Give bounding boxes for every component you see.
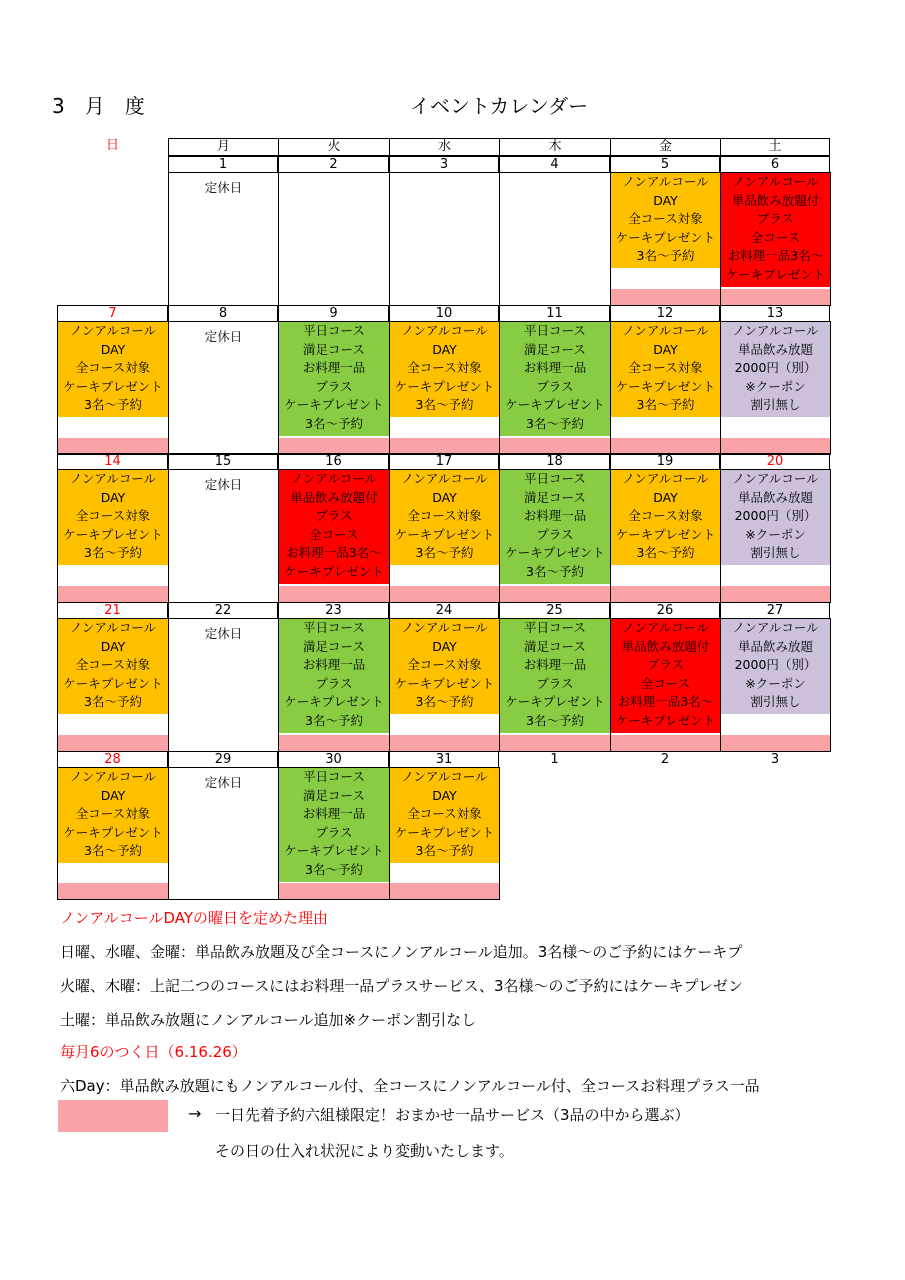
- event-line: ケーキプレゼント: [394, 675, 495, 691]
- day-number: 1: [168, 156, 278, 172]
- event-line: 単品飲み放題付: [731, 192, 820, 208]
- event-text: [279, 470, 389, 582]
- event-line: 3名～予約: [305, 415, 363, 431]
- pink-limited-bar: [390, 735, 499, 751]
- event-line: ノンアルコール: [290, 471, 378, 486]
- day-cell: [168, 469, 279, 603]
- day-cell: [389, 321, 500, 455]
- event-line: ノンアルコール: [732, 174, 819, 189]
- event-line: 定休日: [204, 329, 243, 344]
- event-line: ケーキプレゼント: [284, 843, 384, 859]
- event-line: 全コース対象: [75, 508, 151, 524]
- day-number: 28: [57, 751, 168, 767]
- day-cell: [57, 321, 169, 455]
- day-number: 29: [168, 751, 278, 767]
- event-line: ケーキプレゼント: [63, 378, 163, 394]
- title-month: 3 月 度: [52, 94, 145, 118]
- event-text: [611, 322, 720, 415]
- weekday-header: 土: [720, 138, 830, 156]
- event-line: DAY: [653, 192, 678, 208]
- event-line: 3名～予約: [526, 415, 584, 431]
- weekday-header: 木: [499, 138, 610, 156]
- event-line: ノンアルコール: [401, 323, 488, 338]
- pink-limited-bar: [721, 289, 830, 305]
- day-number: 20: [720, 453, 830, 469]
- event-line: 割引無し: [750, 545, 801, 561]
- event-line: DAY: [432, 638, 457, 654]
- event-line: DAY: [100, 787, 126, 803]
- event-line: ノンアルコール: [732, 620, 819, 635]
- event-text: [58, 322, 168, 415]
- day-number: 15: [168, 453, 278, 469]
- event-line: DAY: [653, 341, 678, 357]
- event-line: ケーキプレゼント: [394, 378, 495, 394]
- event-line: 平日コース: [303, 323, 365, 338]
- pink-limited-bar: [721, 438, 830, 454]
- event-line: ケーキプレゼント: [284, 563, 384, 579]
- day-number: 17: [389, 453, 499, 469]
- event-line: 3名～予約: [415, 843, 474, 859]
- day-number: 8: [168, 305, 278, 321]
- day-cell: [610, 469, 721, 603]
- event-line: 割引無し: [750, 694, 801, 710]
- event-line: 単品飲み放題: [737, 341, 813, 357]
- day-cell: [168, 618, 279, 752]
- pink-limited-bar: [611, 735, 720, 751]
- event-line: ノンアルコール: [401, 620, 488, 635]
- day-cell: [389, 618, 500, 752]
- day-cell: [389, 469, 500, 603]
- day-cell: [389, 767, 500, 900]
- event-text: [721, 322, 830, 415]
- day-cell: [278, 618, 390, 752]
- pink-limited-bar: [611, 586, 720, 602]
- day-number: 4: [499, 156, 610, 172]
- pink-limited-bar: [390, 438, 499, 454]
- event-line: ノンアルコール: [622, 471, 709, 486]
- event-line: 全コース対象: [75, 360, 151, 376]
- event-line: ケーキプレゼント: [394, 526, 495, 542]
- event-line: お料理一品: [523, 657, 587, 673]
- event-line: お料理一品: [523, 360, 587, 376]
- day-cell: [610, 618, 721, 752]
- event-text: [721, 470, 830, 563]
- event-line: 平日コース: [524, 620, 586, 635]
- event-line: 満足コース: [303, 638, 365, 654]
- event-line: DAY: [653, 489, 678, 505]
- event-line: ケーキプレゼント: [615, 712, 716, 728]
- day-cell: [278, 172, 390, 306]
- notes-line-sun-wed-fri: 日曜、水曜、金曜：単品飲み放題及び全コースにノンアルコール追加。3名様～のご予約にはケーキプ: [60, 943, 743, 961]
- event-line: 全コース: [309, 526, 359, 542]
- event-line: 全コース対象: [407, 360, 482, 376]
- event-line: ケーキプレゼント: [615, 229, 716, 245]
- day-number: 5: [610, 156, 720, 172]
- event-line: 全コース: [640, 675, 691, 691]
- event-line: DAY: [100, 489, 126, 505]
- day-cell: [720, 469, 831, 603]
- event-line: 割引無し: [750, 397, 801, 413]
- event-text: [279, 768, 389, 880]
- event-text: [721, 619, 830, 712]
- event-line: 単品飲み放題付: [621, 638, 710, 654]
- event-line: 定休日: [204, 477, 243, 492]
- pink-limited-bar: [500, 586, 610, 602]
- pink-limited-bar: [279, 438, 389, 454]
- event-line: ケーキプレゼント: [505, 545, 605, 561]
- event-line: ノンアルコール: [732, 471, 819, 486]
- day-cell: [168, 767, 279, 900]
- event-line: プラス: [646, 657, 685, 673]
- pink-limited-bar: [279, 883, 389, 899]
- day-number: 12: [610, 305, 720, 321]
- event-line: 満足コース: [524, 489, 586, 505]
- event-line: DAY: [100, 341, 126, 357]
- event-line: プラス: [756, 211, 795, 227]
- event-line: 3名～予約: [84, 694, 142, 710]
- day-number: 2: [278, 156, 389, 172]
- event-line: 平日コース: [303, 769, 365, 784]
- legend-pink-swatch: [58, 1100, 168, 1132]
- event-line: 全コース対象: [75, 806, 151, 822]
- event-line: 3名～予約: [415, 694, 474, 710]
- event-text: [721, 173, 830, 285]
- event-text: [279, 322, 389, 434]
- weekday-header: 水: [389, 138, 499, 156]
- weekday-header: 月: [168, 138, 278, 156]
- event-line: 単品飲み放題: [737, 638, 813, 654]
- event-line: ケーキプレゼント: [394, 824, 495, 840]
- notes-line-tue-thu: 火曜、木曜：上記二つのコースにはお料理一品プラスサービス、3名様～のご予約にはケーキプレゼン: [60, 977, 743, 995]
- event-line: 平日コース: [524, 323, 586, 338]
- pink-limited-bar: [721, 586, 830, 602]
- day-cell: [720, 321, 831, 455]
- pink-limited-bar: [58, 735, 168, 751]
- day-cell: [499, 321, 611, 455]
- event-line: DAY: [100, 638, 126, 654]
- event-text: [390, 470, 499, 563]
- event-line: 平日コース: [303, 620, 365, 635]
- pink-limited-bar: [58, 438, 168, 454]
- event-line: お料理一品: [302, 360, 366, 376]
- event-line: 全コース対象: [407, 508, 482, 524]
- event-line: ケーキプレゼント: [284, 397, 384, 413]
- event-line: ノンアルコール: [622, 620, 709, 635]
- event-text: [611, 619, 720, 731]
- day-cell: [610, 172, 721, 306]
- notes-heading-nonalcohol: ノンアルコールDAYの曜日を定めた理由: [60, 909, 329, 927]
- event-text: [611, 173, 720, 266]
- day-number: 16: [278, 453, 389, 469]
- pink-limited-bar: [611, 438, 720, 454]
- event-line: ケーキプレゼント: [725, 266, 826, 282]
- event-line: お料理一品: [302, 657, 366, 673]
- event-line: 2000円（別）: [734, 657, 817, 673]
- event-line: 3名～予約: [636, 248, 695, 264]
- event-line: ※クーポン: [745, 675, 806, 691]
- day-number: 26: [610, 602, 720, 618]
- day-number: 13: [720, 305, 830, 321]
- event-line: DAY: [432, 341, 457, 357]
- day-cell: [610, 321, 721, 455]
- event-line: 3名～予約: [526, 563, 584, 579]
- weekday-header: 金: [610, 138, 720, 156]
- event-line: 定休日: [204, 626, 243, 641]
- event-line: 3名～予約: [415, 397, 474, 413]
- day-number: 14: [57, 453, 168, 469]
- day-number: 25: [499, 602, 610, 618]
- event-line: お料理一品3名～: [286, 545, 382, 561]
- day-cell: [499, 618, 611, 752]
- day-number: 31: [389, 751, 499, 767]
- event-text: [390, 322, 499, 415]
- event-text: [500, 470, 610, 582]
- event-line: ケーキプレゼント: [505, 397, 605, 413]
- event-line: 3名～予約: [636, 545, 695, 561]
- event-text: [169, 328, 278, 347]
- legend-text: 一日先着予約六組様限定！おまかせ一品サービス（3品の中から選ぶ）: [215, 1106, 690, 1124]
- day-cell: [57, 767, 169, 900]
- event-line: 定休日: [204, 775, 243, 790]
- event-line: ノンアルコール: [622, 174, 709, 189]
- event-line: ケーキプレゼント: [615, 526, 716, 542]
- pink-limited-bar: [390, 586, 499, 602]
- event-line: ケーキプレゼント: [63, 526, 163, 542]
- weekday-header: 火: [278, 138, 389, 156]
- event-line: プラス: [315, 824, 353, 840]
- event-line: 3名～予約: [84, 397, 142, 413]
- notes-line-sat: 土曜：単品飲み放題にノンアルコール追加※クーポン割引なし: [60, 1011, 477, 1029]
- event-line: 全コース対象: [75, 657, 151, 673]
- page-title: イベントカレンダー: [410, 94, 589, 118]
- event-line: 3名～予約: [526, 712, 584, 728]
- notes-heading-six-day: 毎月6のつく日（6.16.26）: [60, 1043, 247, 1061]
- weekday-header: 日: [105, 138, 119, 153]
- event-line: 定休日: [204, 180, 243, 195]
- day-number: 18: [499, 453, 610, 469]
- event-line: 全コース: [750, 229, 801, 245]
- day-cell: [168, 172, 279, 306]
- event-line: ※クーポン: [745, 378, 806, 394]
- event-line: ノンアルコール: [69, 769, 157, 784]
- day-number: 21: [57, 602, 168, 618]
- event-line: 全コース対象: [628, 508, 703, 524]
- day-number: 1: [499, 751, 610, 767]
- day-number: 7: [57, 305, 168, 321]
- event-line: ケーキプレゼント: [505, 694, 605, 710]
- event-text: [169, 774, 278, 793]
- event-line: 3名～予約: [305, 712, 363, 728]
- pink-limited-bar: [390, 883, 499, 899]
- event-line: ケーキプレゼント: [615, 378, 716, 394]
- event-text: [169, 625, 278, 644]
- event-text: [58, 619, 168, 712]
- notes-line-six-day: 六Day：単品飲み放題にもノンアルコール付、全コースにノンアルコール付、全コースお料理プラス一品: [60, 1077, 760, 1095]
- day-number: 3: [389, 156, 499, 172]
- day-number: 22: [168, 602, 278, 618]
- event-line: ノンアルコール: [69, 323, 157, 338]
- event-line: プラス: [536, 378, 574, 394]
- pink-limited-bar: [279, 735, 389, 751]
- event-line: 3名～予約: [415, 545, 474, 561]
- pink-limited-bar: [611, 289, 720, 305]
- event-line: お料理一品: [302, 806, 366, 822]
- event-text: [500, 322, 610, 434]
- event-line: 全コース対象: [407, 657, 482, 673]
- event-line: 満足コース: [303, 341, 365, 357]
- pink-limited-bar: [279, 586, 389, 602]
- event-line: お料理一品: [523, 508, 587, 524]
- day-number: 10: [389, 305, 499, 321]
- event-text: [500, 619, 610, 731]
- event-line: 満足コース: [524, 638, 586, 654]
- day-number: 3: [720, 751, 830, 767]
- day-number: 9: [278, 305, 389, 321]
- legend-arrow: →: [188, 1104, 202, 1123]
- event-line: DAY: [432, 787, 457, 803]
- day-cell: [278, 321, 390, 455]
- event-line: ノンアルコール: [401, 471, 488, 486]
- event-text: [611, 470, 720, 563]
- day-number: 6: [720, 156, 830, 172]
- event-line: 満足コース: [524, 341, 586, 357]
- event-text: [169, 179, 278, 198]
- event-line: 2000円（別）: [734, 360, 817, 376]
- event-line: 3名～予約: [305, 861, 363, 877]
- event-line: プラス: [315, 508, 353, 524]
- pink-limited-bar: [58, 586, 168, 602]
- day-number: 30: [278, 751, 389, 767]
- event-line: 満足コース: [303, 787, 365, 803]
- day-number: 24: [389, 602, 499, 618]
- event-line: 3名～予約: [84, 843, 142, 859]
- day-number: 23: [278, 602, 389, 618]
- day-number: 11: [499, 305, 610, 321]
- day-cell: [278, 469, 390, 603]
- day-cell: [499, 469, 611, 603]
- event-line: 全コース対象: [407, 806, 482, 822]
- event-line: 3名～予約: [84, 545, 142, 561]
- event-text: [390, 768, 499, 861]
- event-line: ノンアルコール: [69, 620, 157, 635]
- day-number: 27: [720, 602, 830, 618]
- event-line: 3名～予約: [636, 397, 695, 413]
- event-text: [58, 470, 168, 563]
- pink-limited-bar: [721, 735, 830, 751]
- event-line: 2000円（別）: [734, 508, 817, 524]
- event-line: ※クーポン: [745, 526, 806, 542]
- event-text: [279, 619, 389, 731]
- pink-limited-bar: [500, 735, 610, 751]
- event-text: [390, 619, 499, 712]
- event-line: 全コース対象: [628, 211, 703, 227]
- day-cell: [499, 172, 611, 306]
- day-cell: [720, 618, 831, 752]
- event-line: ノンアルコール: [69, 471, 157, 486]
- event-line: ノンアルコール: [732, 323, 819, 338]
- day-cell: [168, 321, 279, 455]
- event-line: ケーキプレゼント: [63, 824, 163, 840]
- day-cell: [389, 172, 500, 306]
- event-line: ケーキプレゼント: [284, 694, 384, 710]
- event-line: プラス: [315, 378, 353, 394]
- legend-note: その日の仕入れ状況により変動いたします。: [215, 1142, 514, 1160]
- event-line: プラス: [536, 675, 574, 691]
- event-line: ノンアルコール: [401, 769, 488, 784]
- event-line: 単品飲み放題付: [290, 489, 378, 505]
- event-line: 平日コース: [524, 471, 586, 486]
- day-cell: [57, 618, 169, 752]
- day-number: 2: [610, 751, 720, 767]
- event-line: DAY: [432, 489, 457, 505]
- pink-limited-bar: [58, 883, 168, 899]
- event-line: 単品飲み放題: [737, 489, 813, 505]
- event-text: [169, 476, 278, 495]
- day-cell: [57, 469, 169, 603]
- event-line: 全コース対象: [628, 360, 703, 376]
- event-line: お料理一品3名～: [727, 248, 824, 264]
- event-line: プラス: [536, 526, 574, 542]
- event-line: お料理一品3名～: [617, 694, 714, 710]
- pink-limited-bar: [500, 438, 610, 454]
- event-text: [58, 768, 168, 861]
- day-number: 19: [610, 453, 720, 469]
- event-line: プラス: [315, 675, 353, 691]
- day-cell: [720, 172, 831, 306]
- day-cell: [278, 767, 390, 900]
- event-line: ノンアルコール: [622, 323, 709, 338]
- event-line: ケーキプレゼント: [63, 675, 163, 691]
